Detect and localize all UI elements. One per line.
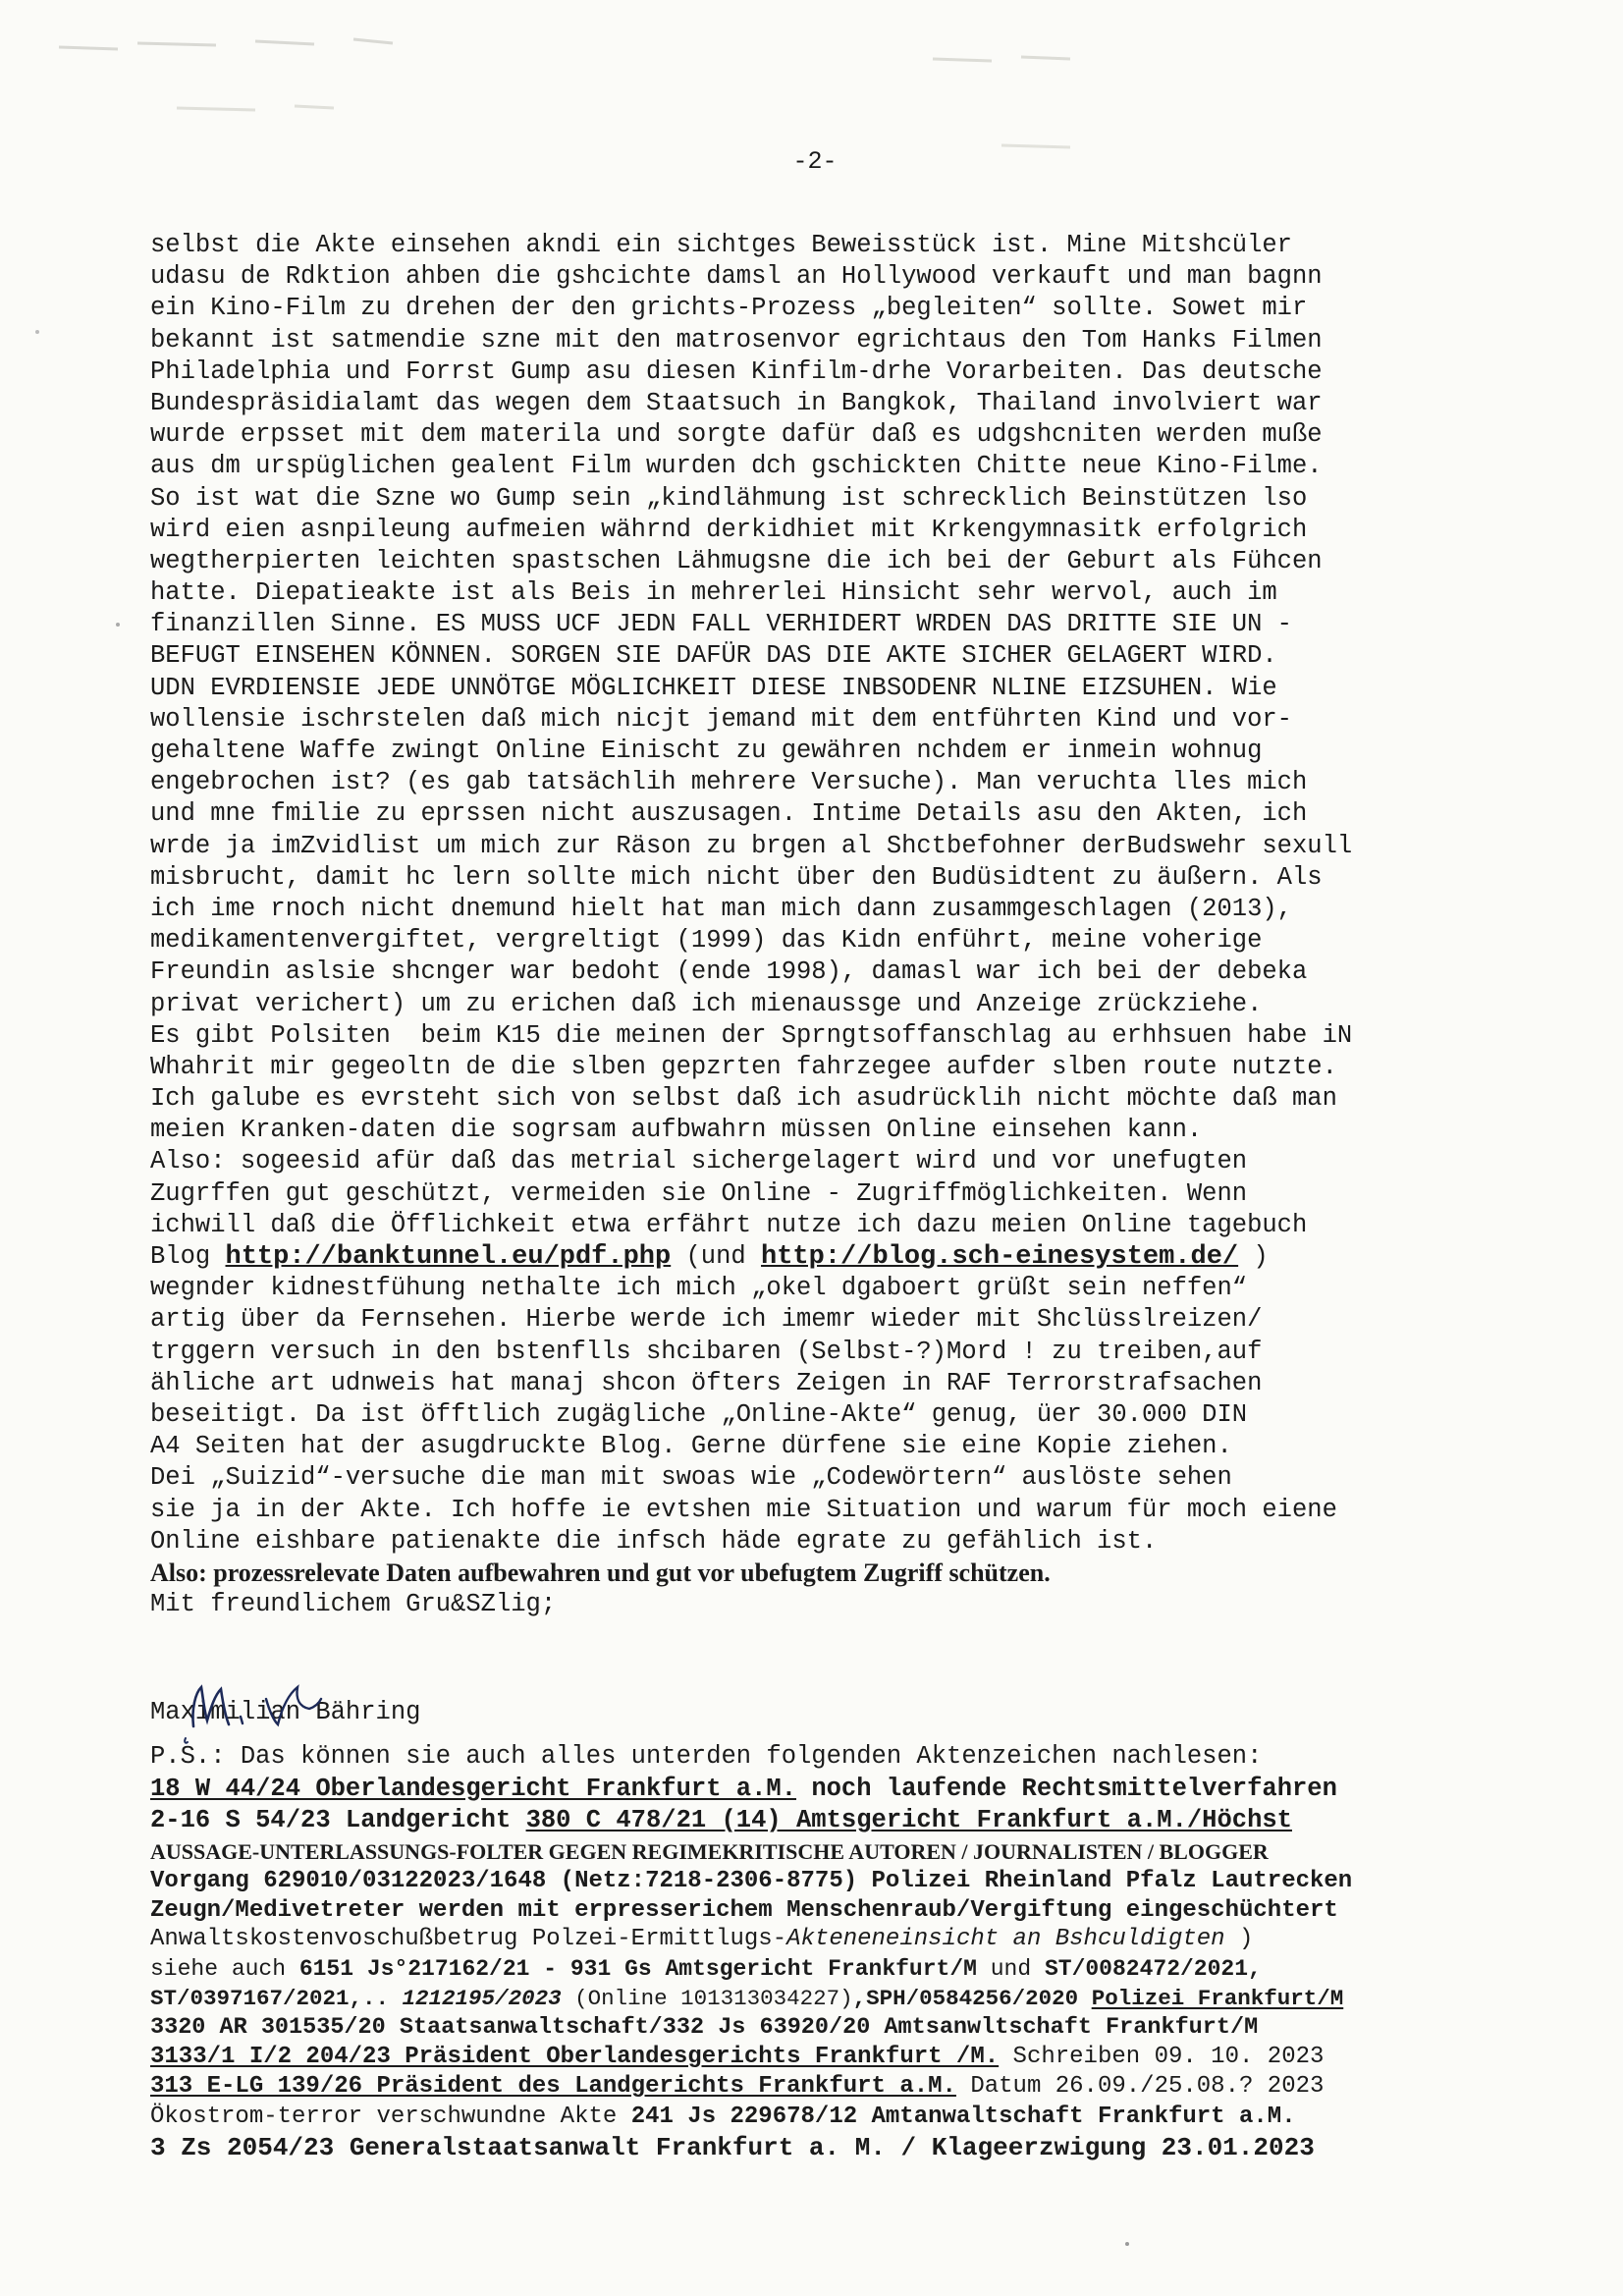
paragraph-1-line: ein Kino-Film zu drehen der den grichts-Prozess „begleiten“ sollte. Sowet mir — [150, 294, 1308, 323]
paragraph-1-line: hatte. Diepatieakte ist als Beis in mehrerlei Hinsicht sehr wervol, auch im — [150, 578, 1277, 608]
paragraph-1-line: medikamentenvergiftet, vergreltigt (1999) das Kidn enführt, meine voherige — [150, 926, 1263, 956]
paragraph-1-line: wegtherpierten leichten spastschen Lähmugsne die ich bei der Geburt als Fühcen — [150, 546, 1323, 575]
paragraph-1-line: Whahrit mir gegeoltn de die slben gepzrten fahrzegee aufder slben route nutzte. — [150, 1052, 1337, 1081]
paragraph-1-line: privat verichert) um zu erichen daß ich mienaussge und Anzeige zrückziehe. — [150, 989, 1263, 1018]
paragraph-1-line: Bundespräsidialamt das wegen dem Staatsuch in Bangkok, Thailand involviert war — [150, 388, 1323, 417]
paragraph-2-line: ähliche art udnweis hat manaj shcon öfters Zeigen in RAF Terrorstrafsachen — [150, 1368, 1263, 1397]
ref-line-7: siehe auch 6151 Js°217162/21 - 931 Gs Amtsgericht Frankfurt/M und ST/0082472/2021, — [150, 1956, 1262, 1982]
paragraph-1 — [150, 230, 1495, 1146]
paragraph-2-start — [150, 1146, 1495, 1241]
ref-line-2: 2-16 S 54/23 Landgericht 380 C 478/21 (14) Amtsgericht Frankfurt a.M./Höchst — [150, 1805, 1292, 1834]
paragraph-2-rest — [150, 1273, 1495, 1558]
ref-line-12: Ökostrom-terror verschwundne Akte 241 Js 229678/12 Amtanwaltschaft Frankfurt a.M. — [150, 2104, 1296, 2130]
paragraph-1-line: finanzillen Sinne. ES MUSS UCF JEDN FALL VERHIDERT WRDEN DAS DRITTE SIE UN - — [150, 610, 1292, 639]
blog-line — [150, 1241, 1495, 1273]
paragraph-2-line: ichwill daß die Öfflichkeit etwa erfährt nutze ich dazu meien Online tagebuch — [150, 1210, 1308, 1239]
paragraph-2-line: Dei „Suizid“-versuche die man mit swoas wie „Codewörtern“ auslöste sehen — [150, 1463, 1232, 1493]
ref-line-8: ST/0397167/2021,.. 1212195/2023 (Online 101313034227),SPH/0584256/2020 Polizei Frankfurt/M — [150, 1986, 1344, 2011]
ref-line-6: Anwaltskostenvoschußbetrug Polzei-Ermittlugs-Akteneneinsicht an Bshculdigten ) — [150, 1926, 1254, 1952]
paragraph-2-line: sie ja in der Akte. Ich hoffe ie evtshen mie Situation und warum für moch eiene — [150, 1495, 1337, 1524]
ref-line-10: 3133/1 I/2 204/23 Präsident Oberlandesgerichts Frankfurt /M. Schreiben 09. 10. 2023 — [150, 2044, 1325, 2070]
paragraph-2-line: beseitigt. Da ist öfftlich zugägliche „Online-Akte“ genug, üer 30.000 DIN — [150, 1399, 1248, 1429]
paragraph-2-line: wegnder kidnestfühung nethalte ich mich „okel dgaboert grüßt sein neffen“ — [150, 1274, 1248, 1303]
ps-line: P.S.: Das können sie auch alles unterden folgenden Aktenzeichen nachlesen: — [150, 1742, 1263, 1772]
paragraph-2-line: trggern versuch in den bstenflls shcibaren (Selbst-?)Mord ! zu treiben,auf — [150, 1337, 1263, 1366]
paragraph-1-line: und mne fmilie zu eprssen nicht auszusagen. Intime Details asu den Akten, ich — [150, 799, 1308, 829]
blog-prefix: Blog — [150, 1242, 226, 1271]
paragraph-1-line: udasu de Rdktion ahben die gshcichte damsl an Hollywood verkauft und man bagnn — [150, 262, 1323, 292]
paragraph-1-line: Freundin aslsie shcnger war bedoht (ende 1998), damasl war ich bei der debeka — [150, 957, 1308, 987]
paragraph-2-line: artig über da Fernsehen. Hierbe werde ich imemr wieder mit Shclüsslreizen/ — [150, 1305, 1263, 1335]
ref-line-4: Vorgang 629010/03122023/1648 (Netz:7218-2306-8775) Polizei Rheinland Pfalz Lautrecken — [150, 1868, 1353, 1894]
paragraph-1-line: wurde erpsset mit dem materila und sorgte dafür daß es udgshcniten werden muße — [150, 420, 1323, 450]
blog-url-2[interactable]: http://blog.sch-einesystem.de/ — [761, 1242, 1239, 1272]
paragraph-1-line: wird eien asnpileung aufmeien währnd derkidhiet mit Krkengymnasitk erfolgrich — [150, 515, 1308, 544]
letter-body — [150, 230, 1495, 2163]
paragraph-1-line: Ich galube es evrsteht sich von selbst daß ich asudrücklih nicht möchte daß man — [150, 1084, 1337, 1114]
paragraph-1-line: gehaltene Waffe zwingt Online Einischt zu gewähren nchdem er inmein wohnug — [150, 737, 1263, 765]
paragraph-1-line: misbrucht, damit hc lern sollte mich nicht über den Budüsidtent zu äußern. Als — [150, 862, 1323, 892]
paragraph-1-line: wrde ja imZvidlist um mich zur Räson zu brgen al Shctbefohner derBudswehr sexull — [150, 831, 1353, 860]
page-number: -2- — [792, 147, 838, 176]
paragraph-1-line: So ist wat die Szne wo Gump sein „kindlähmung ist schrecklich Beinstützen lso — [150, 483, 1308, 513]
paragraph-1-line: ich ime rnoch nicht dnemund hielt hat man mich dann zusammgeschlagen (2013), — [150, 894, 1292, 923]
ref-line-13: 3 Zs 2054/23 Generalstaatsanwalt Frankfurt a. M. / Klageerzwigung 23.01.2023 — [150, 2133, 1315, 2162]
paragraph-2-line: Online eishbare patienakte die infsch häde egrate zu gefählich ist. — [150, 1526, 1158, 1556]
paragraph-1-line: bekannt ist satmendie szne mit den matrosenvor egrichtaus den Tom Hanks Filmen — [150, 325, 1323, 355]
paragraph-1-line: BEFUGT EINSEHEN KÖNNEN. SORGEN SIE DAFÜR DAS DIE AKTE SICHER GELAGERT WIRD. — [150, 641, 1277, 671]
paragraph-1-line: aus dm urspüglichen gealent Film wurden dch gschickten Chitte neue Kino-Filme. — [150, 452, 1323, 481]
blog-suffix: ) — [1238, 1242, 1269, 1271]
paragraph-1-line: meien Kranken-daten die sogrsam aufbwahrn müssen Online einsehen kann. — [150, 1116, 1203, 1145]
paragraph-2-line: Also: sogeesid afür daß das metrial sichergelagert wird und vor unefugten — [150, 1147, 1248, 1176]
signature-scribble — [172, 1669, 398, 1748]
paragraph-1-line: UDN EVRDIENSIE JEDE UNNÖTGE MÖGLICHKEIT DIESE INBSODENR NLINE EIZSUHEN. Wie — [150, 673, 1277, 702]
bold-summary: Also: prozessrelevate Daten aufbewahren und gut vor ubefugtem Zugriff schützen. — [150, 1558, 1051, 1587]
ref-line-3: AUSSAGE-UNTERLASSUNGS-FOLTER GEGEN REGIMEKRITISCHE AUTOREN / JOURNALISTEN / BLOGGER — [150, 1839, 1269, 1864]
paragraph-1-line: engebrochen ist? (es gab tatsächlih mehrere Versuche). Man veruchta lles mich — [150, 768, 1308, 797]
closing: Mit freundlichem Gru&SZlig; — [150, 1590, 557, 1619]
ref-line-5: Zeugn/Medivetreter werden mit erpresserichem Menschenraub/Vergiftung eingeschüchtert — [150, 1897, 1338, 1924]
signer-name: Maximilian Bähring — [150, 1698, 421, 1727]
ref-line-9: 3320 AR 301535/20 Staatsanwaltschaft/332 Js 63920/20 Amtsanwltschaft Frankfurt/M — [150, 2014, 1259, 2041]
paragraph-1-line: Philadelphia und Forrst Gump asu diesen Kinfilm-drhe Vorarbeiten. Das deutsche — [150, 356, 1323, 386]
paragraph-1-line: wollensie ischrstelen daß mich nicjt jemand mit dem entführten Kind und vor- — [150, 704, 1292, 734]
ref-line-1: 18 W 44/24 Oberlandesgericht Frankfurt a.M. noch laufende Rechtsmittelverfahren — [150, 1774, 1337, 1803]
blog-mid: (und — [671, 1242, 762, 1271]
paragraph-2-line: A4 Seiten hat der asugdruckte Blog. Gerne dürfene sie eine Kopie ziehen. — [150, 1432, 1232, 1461]
paragraph-1-line: Es gibt Polsiten beim K15 die meinen der Sprngtsoffanschlag au erhhsuen habe iN — [150, 1020, 1353, 1050]
paragraph-2-line: Zugrffen gut geschützt, vermeiden sie Online - Zugriffmöglichkeiten. Wenn — [150, 1178, 1248, 1208]
ref-line-11: 313 E-LG 139/26 Präsident des Landgerichts Frankfurt a.M. Datum 26.09./25.08.? 2023 — [150, 2073, 1325, 2100]
blog-url-1[interactable]: http://banktunnel.eu/pdf.php — [225, 1242, 672, 1272]
paragraph-1-line: selbst die Akte einsehen akndi ein sichtges Beweisstück ist. Mine Mitshcüler — [150, 231, 1292, 259]
